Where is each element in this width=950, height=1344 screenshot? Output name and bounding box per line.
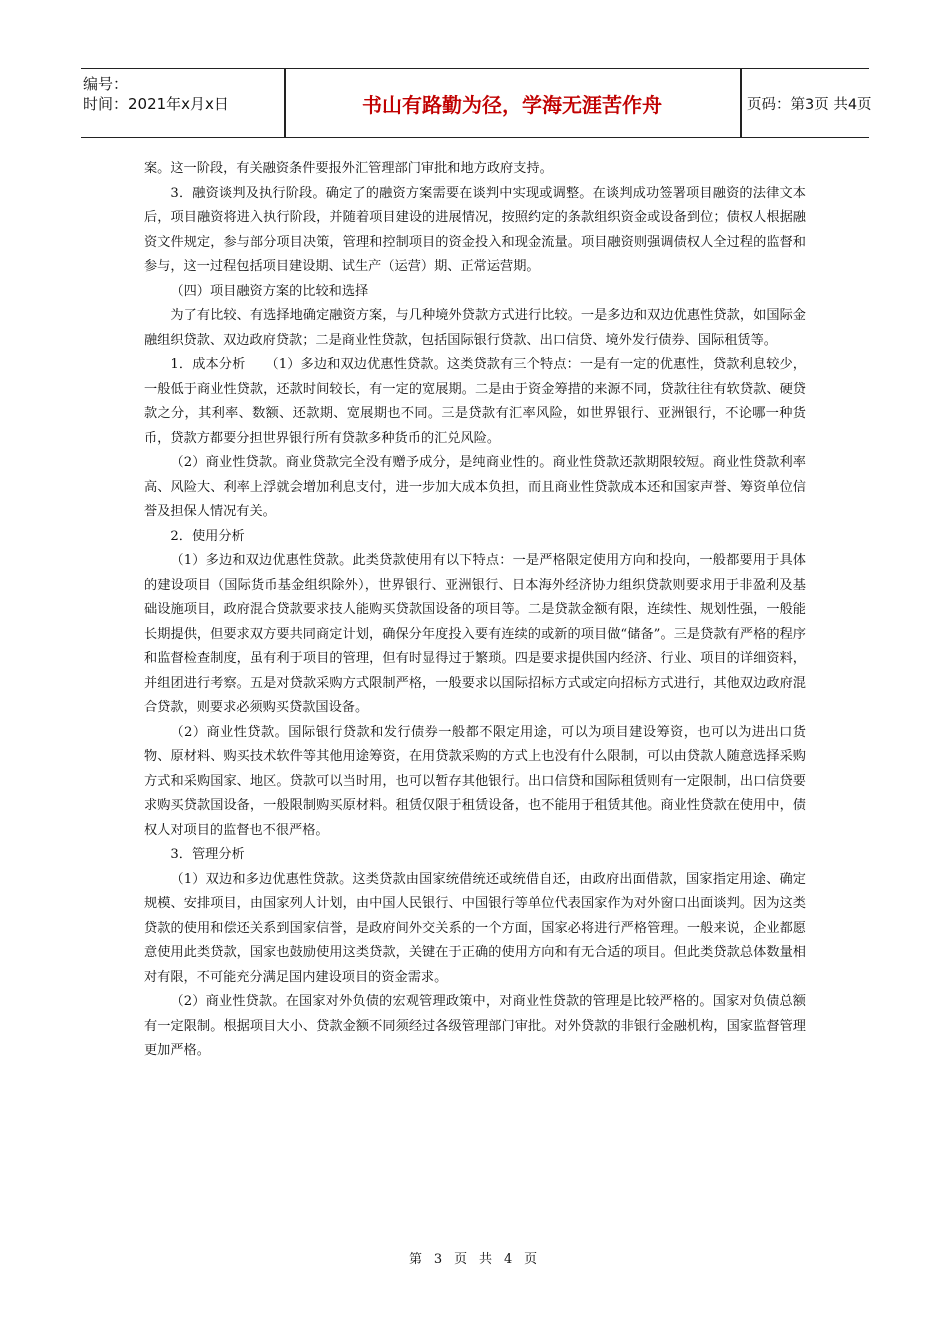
paragraph: 2．使用分析	[170, 528, 245, 544]
header-info	[81, 69, 281, 137]
paragraph: （1）多边和双边优惠性贷款。此类贷款使用有以下特点：一是严格限定使用方向和投向，一般都要用于具体的建设项目（国际货币基金组织除外），世界银行、亚洲银行、日本海外经济协力组织贷款则要求用于非盈利及基础设施项目，政府混合贷款要求技人能购买贷款国设备的项目等。二是贷款金额有限，连续性、规划性强，一般能长期提供，但要求双方要共同商定计划，确保分年度投入要有连续的或新的项目做“储备”。三是贷款有严格的程序和监督检查制度，虽有利于项目的管理，但有时显得过于繁琐。四是要求提供国内经济、行业、项目的详细资料，并组团进行考察。五是对贷款采购方式限制严格，一般要求以国际招标方式或定向招标方式进行，其他双边政府混合贷款，则要求必须购买贷款国设备。	[144, 553, 806, 715]
page-header	[81, 68, 872, 138]
paragraph: （四）项目融资方案的比较和选择	[170, 283, 369, 299]
paragraph: 1．成本分析 （1）多边和双边优惠性贷款。这类贷款有三个特点：一是有一定的优惠性，贷款利息较少，一般低于商业性贷款，还款时间较长，有一定的宽展期。二是由于资金筹措的来源不同，贷款往往有软贷款、硬贷款之分，其利率、数额、还款期、宽展期也不同。三是贷款有汇率风险，如世界银行、亚洲银行，不论哪一种货币，贷款方都要分担世界银行所有贷款多种货币的汇兑风险。	[144, 357, 806, 446]
document-body	[144, 157, 806, 1064]
header-motto: 书山有路勤为径，学海无涯苦作舟	[362, 92, 662, 117]
paragraph: （1）双边和多边优惠性贷款。这类贷款由国家统借统还或统借自还，由政府出面借款，国家指定用途、确定规模、安排项目，由国家列人计划，由中国人民银行、中国银行等单位代表国家作为对外窗口出面谈判。因为这类贷款的使用和偿还关系到国家信誉，是政府间外交关系的一个方面，国家必将进行严格管理。一般来说，企业都愿意使用此类贷款，国家也鼓励使用这类贷款，关键在于正确的使用方向和有无合适的项目。但此类贷款总体数量相对有限，不可能充分满足国内建设项目的资金需求。	[144, 871, 806, 985]
paragraph: 案。这一阶段，有关融资条件要报外汇管理部门审批和地方政府支持。	[144, 161, 553, 176]
paragraph: 3．融资谈判及执行阶段。确定了的融资方案需要在谈判中实现或调整。在谈判成功签署项目融资的法律文本后，项目融资将进入执行阶段，并随着项目建设的进展情况，按照约定的条款组织资金或设备到位；债权人根据融资文件规定，参与部分项目决策，管理和控制项目的资金投入和现金流量。项目融资则强调债权人全过程的监督和参与，这一过程包括项目建设期、试生产（运营）期、正常运营期。	[144, 185, 806, 274]
paragraph: （2）商业性贷款。国际银行贷款和发行债券一般都不限定用途，可以为项目建设筹资，也可以为进出口货物、原材料、购买技术软件等其他用途筹资，在用贷款采购的方式上也没有什么限制，可以由贷款人随意选择采购方式和采购国家、地区。贷款可以当时用，也可以暂存其他银行。出口信贷和国际租赁则有一定限制，出口信贷要求购买贷款国设备，一般限制购买原材料。租赁仅限于租赁设备，也不能用于租赁其他。商业性贷款在使用中，债权人对项目的监督也不很严格。	[144, 724, 806, 838]
page-footer: 第 3 页 共 4 页	[408, 1252, 542, 1267]
paragraph: （2）商业性贷款。在国家对外负债的宏观管理政策中，对商业性贷款的管理是比较严格的。国家对负债总额有一定限制。根据项目大小、贷款金额不同须经过各级管理部门审批。对外贷款的非银行金融机构，国家监督管理更加严格。	[144, 994, 806, 1058]
document-number-label: 编号：	[83, 75, 129, 93]
paragraph: 为了有比较、有选择地确定融资方案，与几种境外贷款方式进行比较。一是多边和双边优惠性贷款，如国际金融组织贷款、双边政府贷款；二是商业性贷款，包括国际银行贷款、出口信贷、境外发行债券、国际租赁等。	[144, 308, 806, 348]
header-divider	[740, 69, 742, 137]
paragraph: 3．管理分析	[170, 847, 245, 862]
date-label: 时间：2021年x月x日	[83, 95, 229, 113]
header-page-number: 页码：第3页 共4页	[747, 96, 872, 113]
paragraph: （2）商业性贷款。商业贷款完全没有赠予成分，是纯商业性的。商业性贷款还款期限较短。商业性贷款利率高、风险大、利率上浮就会增加利息支付，进一步加大成本负担，而且商业性贷款成本还和国家声誉、筹资单位信誉及担保人情况有关。	[144, 455, 806, 519]
